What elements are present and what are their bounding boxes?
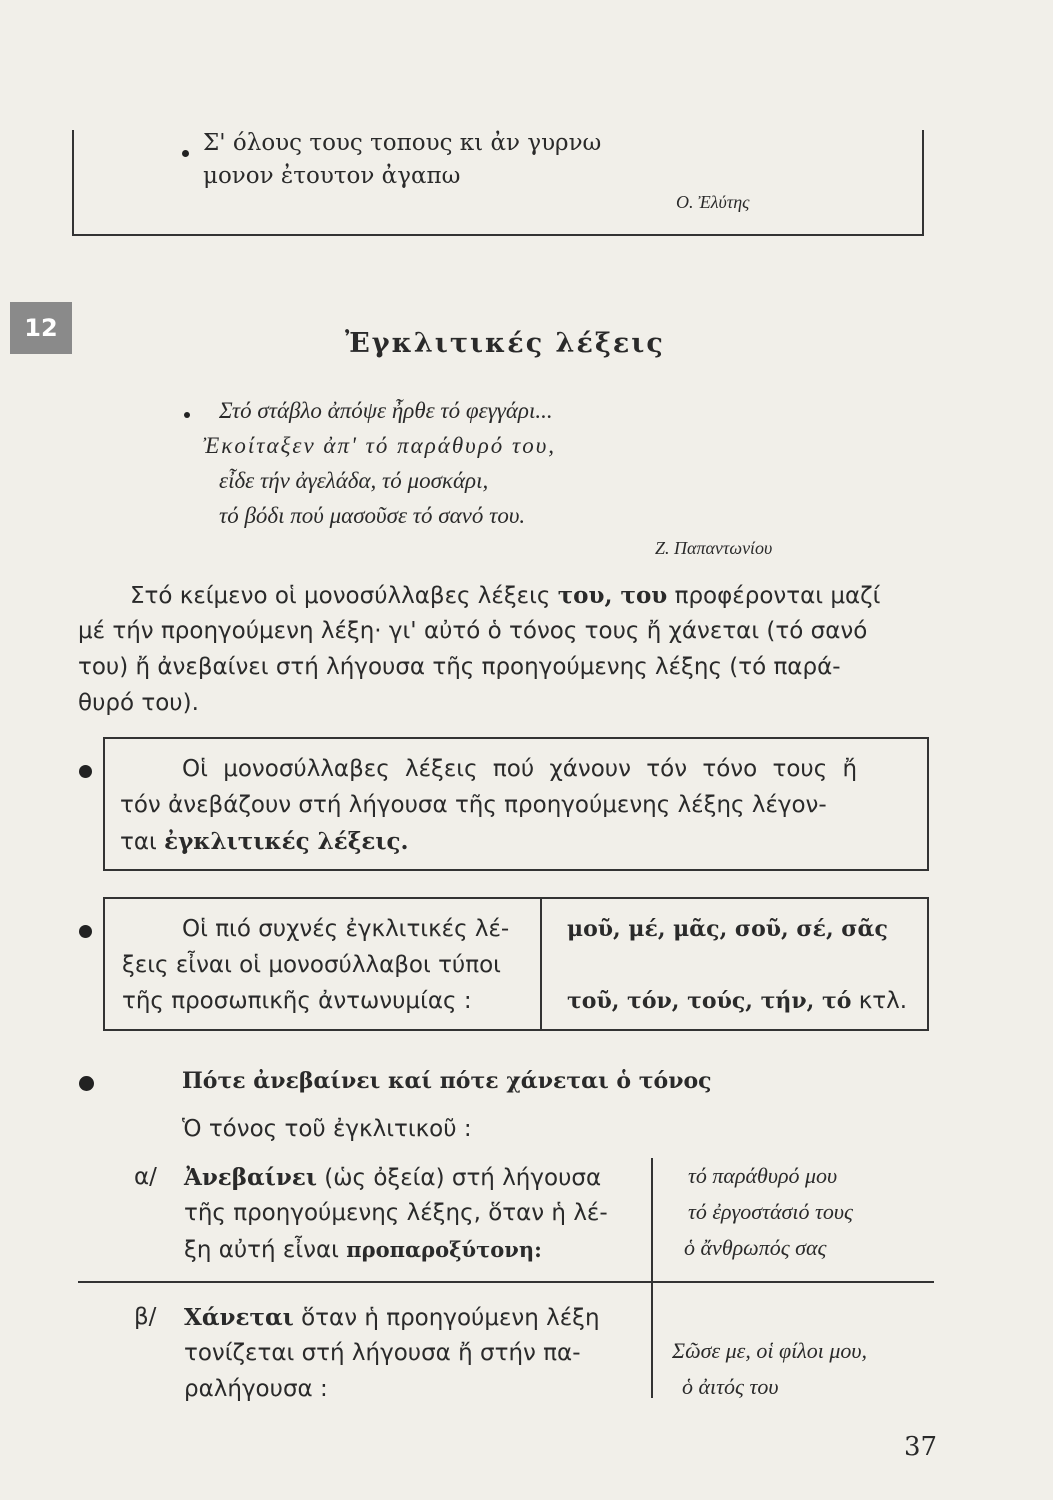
explanation-line-4: θυρό του). bbox=[78, 690, 199, 716]
definition-line-1: Οἱ μονοσύλλαβες λέξεις πού χάνουν τόν τόνο τους ἤ bbox=[182, 756, 858, 782]
enclitics-left-line-1: Οἱ πιό συχνές ἐγκλιτικές λέ- bbox=[182, 916, 510, 942]
rule-a-line-1 bbox=[184, 1160, 601, 1196]
rule-a-text: (ὡς ὀξεία) στή λήγουσα bbox=[324, 1165, 602, 1191]
intro-poem-author: Ο. Ἐλύτης bbox=[676, 192, 750, 212]
section-title: Ἐγκλιτικές λέξεις bbox=[345, 328, 665, 359]
explanation-bold-words: του, του bbox=[557, 582, 668, 609]
rule-b-line-2: τονίζεται στή λήγουσα ἤ στήν πα- bbox=[184, 1340, 581, 1366]
enclitics-left-line-2: ξεις εἶναι οἱ μονοσύλλαβοι τύποι bbox=[122, 952, 501, 978]
rule-a-example-2: τό ἐργοστάσιό τους bbox=[688, 1199, 853, 1224]
rule-a-marker: α/ bbox=[134, 1164, 157, 1190]
explanation-line-1 bbox=[130, 578, 880, 614]
enclitics-divider bbox=[540, 897, 542, 1029]
explanation-line-3: του) ἤ ἀνεβαίνει στή λήγουσα τῆς προηγούμενης λέξης (τό παρά- bbox=[78, 654, 841, 680]
verse-line-2: Ἐκοίταξεν ἀπ' τό παράθυρό του, bbox=[203, 433, 557, 458]
enclitics-forms: τοῦ, τόν, τούς, τήν, τό bbox=[567, 988, 852, 1014]
rule-a-text: ξη αὐτή εἶναι bbox=[184, 1237, 339, 1263]
rule-a-term: προπαροξύτονη: bbox=[346, 1237, 542, 1262]
definition-line-3 bbox=[120, 824, 408, 860]
explanation-text: Στό κείμενο οἱ μονοσύλλαβες λέξεις bbox=[130, 583, 551, 609]
rule-a-line-2: τῆς προηγούμενης λέξης, ὅταν ἡ λέ- bbox=[184, 1200, 608, 1226]
verse-line-1: Στό στάβλο ἀπόψε ἦρθε τό φεγγάρι... bbox=[219, 398, 553, 423]
accent-rules-subheading: Ὁ τόνος τοῦ ἐγκλιτικοῦ : bbox=[182, 1116, 472, 1142]
rules-divider bbox=[651, 1158, 653, 1398]
rule-a-keyword: Ἀνεβαίνει bbox=[184, 1164, 317, 1191]
rule-a-example-1: τό παράθυρό μου bbox=[688, 1163, 838, 1188]
verse-line-3: εἶδε τήν ἀγελάδα, τό μοσκάρι, bbox=[219, 468, 489, 493]
definition-text: ται bbox=[120, 829, 157, 855]
enclitics-forms-line-1: μοῦ, μέ, μᾶς, σοῦ, σέ, σᾶς bbox=[567, 916, 888, 942]
enclitics-left-line-3: τῆς προσωπικῆς ἀντωνυμίας : bbox=[122, 988, 472, 1014]
rule-b-example-2: ὁ ἀιτός του bbox=[682, 1374, 779, 1399]
rule-b-keyword: Χάνεται bbox=[184, 1304, 294, 1331]
accent-rules-heading: Πότε ἀνεβαίνει καί πότε χάνεται ὁ τόνος bbox=[182, 1068, 712, 1094]
explanation-text: προφέρονται μαζί bbox=[674, 583, 881, 609]
bullet-icon bbox=[79, 1076, 94, 1091]
rules-separator bbox=[78, 1281, 934, 1283]
enclitics-forms-line-2 bbox=[567, 984, 907, 1019]
page-number: 37 bbox=[904, 1432, 938, 1462]
rule-b-marker: β/ bbox=[134, 1304, 157, 1330]
bullet-icon bbox=[184, 412, 190, 418]
enclitics-etc: κτλ. bbox=[858, 988, 908, 1014]
verse-line-4: τό βόδι πού μασοῦσε τό σανό του. bbox=[219, 503, 526, 528]
rule-b-line-1 bbox=[184, 1300, 600, 1336]
chapter-badge: 12 bbox=[10, 302, 72, 354]
rule-b-example-1: Σῶσε με, οἱ φίλοι μου, bbox=[672, 1338, 868, 1363]
definition-term: ἐγκλιτικές λέξεις. bbox=[164, 828, 409, 855]
explanation-line-2: μέ τήν προηγούμενη λέξη· γι' αὐτό ὁ τόνος τους ἤ χάνεται (τό σανό bbox=[78, 618, 868, 644]
intro-poem-line-1: Σ' όλους τους τοπους κι ἀν γυρνω bbox=[203, 130, 602, 156]
intro-poem-line-2: μονον ἐτουτον ἀγαπω bbox=[203, 163, 461, 189]
rule-b-line-3: ραλήγουσα : bbox=[184, 1376, 328, 1402]
rule-a-line-3 bbox=[184, 1232, 542, 1268]
verse-author: Ζ. Παπαντωνίου bbox=[655, 538, 773, 558]
rule-b-text: ὅταν ἡ προηγούμενη λέξη bbox=[301, 1305, 600, 1331]
bullet-icon bbox=[182, 150, 189, 157]
bullet-icon bbox=[79, 765, 92, 778]
bullet-icon bbox=[79, 925, 92, 938]
definition-line-2: τόν ἀνεβάζουν στή λήγουσα τῆς προηγούμενης λέξης λέγον- bbox=[120, 792, 827, 818]
rule-a-example-3: ὁ ἄνθρωπός σας bbox=[684, 1235, 827, 1260]
